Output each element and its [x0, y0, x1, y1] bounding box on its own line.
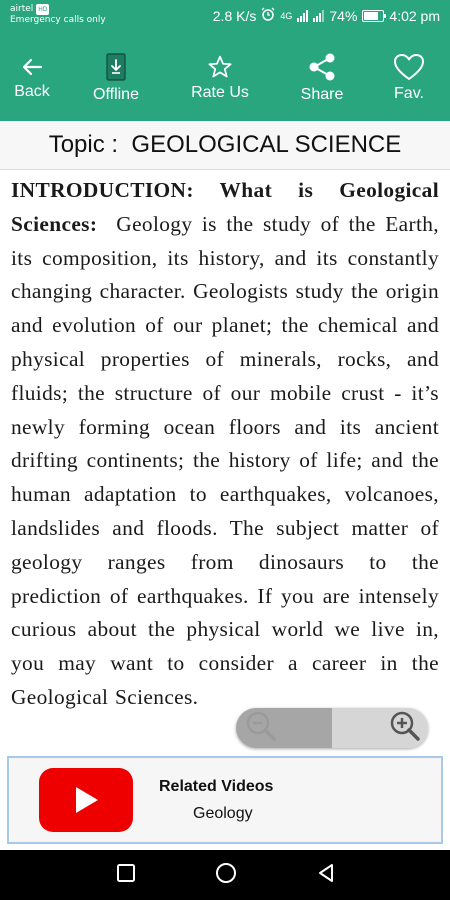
star-icon: [207, 54, 233, 80]
back-button[interactable]: [6, 34, 58, 121]
clock: 4:02 pm: [389, 7, 440, 24]
rate-us-button[interactable]: [184, 34, 256, 121]
zoom-control: [236, 708, 428, 748]
download-file-icon: [104, 52, 128, 82]
zoom-out-button[interactable]: [236, 708, 332, 748]
network-type: 4G: [280, 10, 293, 21]
topic-header: [0, 121, 450, 170]
zoom-in-button[interactable]: [332, 708, 428, 748]
zoom-in-icon: [388, 709, 422, 747]
share-button[interactable]: [294, 34, 350, 121]
battery-icon: [362, 10, 384, 22]
carrier-info: [10, 4, 106, 26]
carrier-name: airtel: [10, 4, 34, 14]
triangle-back-icon: [316, 862, 336, 888]
favorite-label: Fav.: [394, 84, 424, 102]
volte-badge: HD: [38, 6, 48, 13]
topic-prefix: Topic :: [48, 131, 119, 158]
rate-us-label: Rate Us: [191, 83, 249, 101]
back-nav-button[interactable]: [311, 860, 341, 890]
emergency-text: Emergency calls only: [10, 15, 106, 25]
article-body: Geology is the study of the Earth, its composition, its history, and its constantly changing character. Geologists study the origin and evolution of our planet; the chemical and physical properties of minerals, rocks, and fluids; the structure of our mobile crust - it’s newly forming ocean floors and its ancient drifting continents; the history of life; and the human adaptation to earthquakes, volcanoes, landslides and floods. The subject matter of geology ranges from dinosaurs to the prediction of earthquakes. If you are intensely curious about the physical world we live in, you may want to consider a career in the Geological Sciences.: [11, 211, 439, 709]
back-arrow-icon: [20, 55, 44, 79]
circle-icon: [215, 862, 237, 888]
status-indicators: [213, 7, 440, 24]
offline-label: Offline: [93, 85, 139, 103]
zoom-out-icon: [244, 709, 278, 747]
signal-icon: [297, 10, 308, 22]
alarm-icon: [261, 7, 275, 24]
related-videos-subtitle: Geology: [193, 805, 253, 822]
related-videos-banner[interactable]: [7, 756, 443, 844]
signal-icon-2: [313, 10, 324, 22]
share-label: Share: [300, 85, 344, 103]
back-label: Back: [14, 82, 50, 100]
favorite-button[interactable]: [386, 34, 432, 121]
battery-percent: 74%: [329, 7, 358, 24]
network-speed: 2.8 K/s: [212, 7, 257, 24]
related-videos-title: Related Videos: [159, 778, 274, 795]
offline-button[interactable]: [84, 34, 148, 121]
share-icon: [307, 52, 337, 82]
article-content[interactable]: [11, 174, 439, 749]
square-icon: [116, 863, 136, 887]
heart-icon: [393, 53, 425, 81]
navigation-bar: [0, 850, 450, 900]
status-bar: [0, 0, 450, 34]
home-button[interactable]: [211, 860, 241, 890]
topic-name: GEOLOGICAL SCIENCE: [131, 131, 402, 158]
article-heading: INTRODUCTION: What is Geological Sciences:: [11, 178, 439, 236]
toolbar: [0, 34, 450, 121]
youtube-logo-icon: [39, 768, 133, 832]
recents-button[interactable]: [111, 860, 141, 890]
